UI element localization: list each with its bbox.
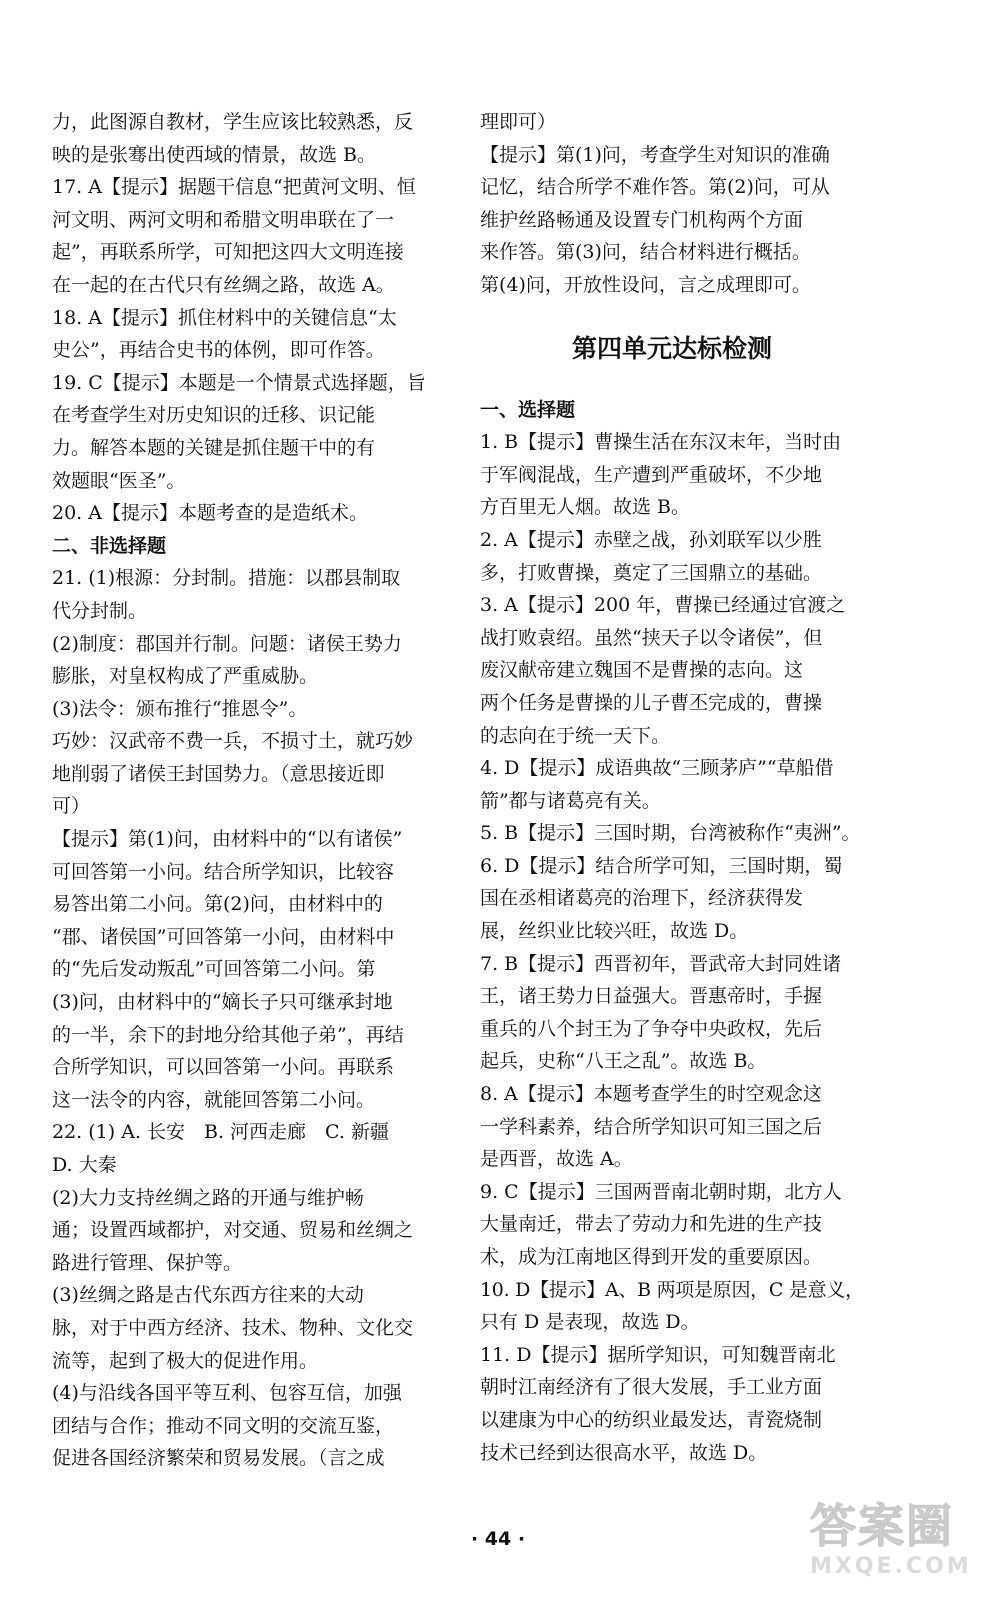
text-line: 20. A【提示】本题考查的是造纸术。 — [52, 502, 368, 525]
text-line: 技术已经到达很高水平，故选 D。 — [480, 1441, 768, 1464]
text-line: 4. D【提示】成语典故“三顾茅庐”“草船借 — [480, 757, 834, 780]
text-line: 国在丞相诸葛亮的治理下，经济获得发 — [480, 887, 804, 910]
text-line: 地削弱了诸侯王封国势力。（意思接近即 — [52, 762, 385, 785]
text-line: 合所学知识，可以回答第一小问。再联系 — [52, 1056, 395, 1079]
text-line: 力，此图源自教材，学生应该比较熟悉，反 — [52, 111, 414, 133]
text-line: 团结与合作；推动不同文明的交流互鉴， — [52, 1414, 395, 1437]
text-line: (3)丝绸之路是古代东西方往来的大动 — [52, 1284, 364, 1307]
text-line: 维护丝路畅通及设置专门机构两个方面 — [480, 208, 804, 231]
text-line: 21. (1)根源：分封制。措施：以郡县制取 — [52, 567, 401, 590]
text-line: 两个任务是曹操的儿子曹丕完成的，曹操 — [480, 691, 823, 714]
text-line: 在考查学生对历史知识的迁移、识记能 — [52, 404, 376, 427]
text-line: 可回答第一小问。结合所学知识，比较容 — [52, 860, 395, 883]
text-line: 于军阀混战，生产遭到严重破坏，不少地 — [480, 463, 823, 486]
text-line: 19. C【提示】本题是一个情景式选择题，旨 — [52, 371, 426, 394]
text-line: 9. C【提示】三国两晋南北朝时期，北方人 — [480, 1180, 842, 1203]
right-column-bottom — [480, 394, 864, 1470]
watermark-text: 答案圈 — [810, 1499, 954, 1553]
text-line: 术，成为江南地区得到开发的重要原因。 — [480, 1246, 823, 1268]
text-line: 箭”都与诸葛亮有关。 — [480, 789, 661, 812]
text-line: 2. A【提示】赤壁之战，孙刘联军以少胜 — [480, 528, 822, 551]
text-line: 的一半，余下的封地分给其他子弟”，再结 — [52, 1023, 404, 1046]
text-line: D. 大秦 — [52, 1154, 117, 1176]
text-line: 史公”，再结合史书的体例，即可作答。 — [52, 339, 385, 362]
text-line: 8. A【提示】本题考查学生的时空观念这 — [480, 1083, 822, 1106]
text-line: 起”，再联系所学，可知把这四大文明连接 — [52, 241, 404, 264]
text-line: “郡、诸侯国”可回答第一小问，由材料中 — [52, 925, 395, 948]
text-line: 的志向在于统一天下。 — [480, 724, 671, 747]
text-line: 以建康为中心的纺织业最发达，青瓷烧制 — [480, 1408, 823, 1431]
text-line: 11. D【提示】据所学知识，可知魏晋南北 — [480, 1343, 836, 1366]
text-line: 重兵的八个封王为了争夺中央政权，先后 — [480, 1017, 823, 1040]
text-line: 这一法令的内容，就能回答第二小问。 — [52, 1088, 376, 1111]
text-line: 膨胀，对皇权构成了严重威胁。 — [52, 665, 319, 688]
text-line: 在一起的在古代只有丝绸之路，故选 A。 — [52, 273, 395, 296]
text-line: 记忆，结合所学不难作答。第(2)问，可从 — [480, 176, 830, 199]
text-line: 17. A【提示】据题干信息“把黄河文明、恒 — [52, 176, 416, 199]
text-line: (2)制度：郡国并行制。问题：诸侯王势力 — [52, 632, 402, 655]
text-line: 6. D【提示】结合所学可知，三国时期，蜀 — [480, 854, 843, 877]
text-line: 王，诸王势力日益强大。晋惠帝时，手握 — [480, 985, 823, 1008]
text-line: 展，丝织业比较兴旺，故选 D。 — [480, 920, 749, 943]
text-line: 多，打败曹操，奠定了三国鼎立的基础。 — [480, 561, 823, 584]
text-line: 理即可） — [480, 111, 557, 133]
page-number: · 44 · — [470, 1528, 526, 1550]
text-line: 起兵，史称“八王之乱”。故选 B。 — [480, 1050, 767, 1073]
text-line: 大量南迁，带去了劳动力和先进的生产技 — [480, 1213, 823, 1236]
text-line: 流等，起到了极大的促进作用。 — [52, 1349, 319, 1372]
text-line: 可） — [52, 795, 91, 818]
text-line: 促进各国经济繁荣和贸易发展。（言之成 — [52, 1447, 385, 1470]
text-line: 第(4)问，开放性设问，言之成理即可。 — [480, 273, 811, 296]
text-line: 效题眼“医圣”。 — [52, 469, 186, 492]
left-column — [52, 106, 430, 1475]
text-line: (3)问，由材料中的“嫡长子只可继承封地 — [52, 991, 393, 1014]
text-line: 18. A【提示】抓住材料中的关键信息“太 — [52, 306, 397, 329]
text-line: 巧妙：汉武帝不费一兵，不损寸土，就巧妙 — [52, 730, 414, 753]
watermark-url: MXQE.COM — [810, 1554, 972, 1579]
text-line: 7. B【提示】西晋初年，晋武帝大封同姓诸 — [480, 952, 842, 975]
text-line: 方百里无人烟。故选 B。 — [480, 496, 691, 519]
text-line: 3. A【提示】200 年，曹操已经通过官渡之 — [480, 594, 846, 617]
unit-title: 第四单元达标检测 — [571, 333, 772, 363]
text-line: 二、非选择题 — [52, 534, 167, 557]
text-line: 【提示】第(1)问，考查学生对知识的准确 — [480, 143, 830, 166]
right-column — [480, 106, 864, 1469]
text-line: 来作答。第(3)问，结合材料进行概括。 — [480, 241, 811, 264]
text-line: 路进行管理、保护等。 — [52, 1251, 243, 1274]
text-line: 脉，对于中西方经济、技术、物种、文化交 — [52, 1316, 414, 1339]
text-line: 力。解答本题的关键是抓住题干中的有 — [52, 436, 376, 459]
text-line: (2)大力支持丝绸之路的开通与维护畅 — [52, 1186, 364, 1209]
text-line: 河文明、两河文明和希腊文明串联在了一 — [52, 208, 395, 231]
text-line: (4)与沿线各国平等互利、包容互信，加强 — [52, 1382, 402, 1405]
text-line: 22. (1) A. 长安 B. 河西走廊 C. 新疆 — [52, 1121, 389, 1144]
text-line: 1. B【提示】曹操生活在东汉末年，当时由 — [480, 431, 842, 454]
text-line: 废汉献帝建立魏国不是曹操的志向。这 — [480, 659, 804, 682]
text-line: 【提示】第(1)问，由材料中的“以有诸侯” — [52, 828, 403, 851]
text-line: 10. D【提示】A、B 两项是原因，C 是意义， — [480, 1278, 864, 1301]
watermark-logo — [810, 1500, 986, 1596]
text-line: 战打败袁绍。虽然“挟天子以令诸侯”，但 — [480, 626, 823, 649]
text-line: 通；设置西域都护，对交通、贸易和丝绸之 — [52, 1219, 414, 1242]
text-line: 代分封制。 — [52, 599, 148, 622]
text-line: 的“先后发动叛乱”可回答第二小问。第 — [52, 958, 376, 981]
text-line: 朝时江南经济有了很大发展，手工业方面 — [480, 1376, 823, 1399]
text-line: 是西晋，故选 A。 — [480, 1148, 633, 1171]
text-line: 5. B【提示】三国时期，台湾被称作“夷洲”。 — [480, 822, 861, 845]
text-line: 一学科素养，结合所学知识可知三国之后 — [480, 1115, 823, 1138]
right-column-top — [480, 106, 864, 302]
text-line: 一、选择题 — [480, 398, 576, 421]
text-line: 映的是张骞出使西域的情景，故选 B。 — [52, 143, 377, 166]
text-line: (3)法令：颁布推行“推恩令”。 — [52, 697, 308, 720]
text-line: 易答出第二小问。第(2)问，由材料中的 — [52, 893, 383, 916]
text-line: 只有 D 是表现，故选 D。 — [480, 1311, 700, 1334]
